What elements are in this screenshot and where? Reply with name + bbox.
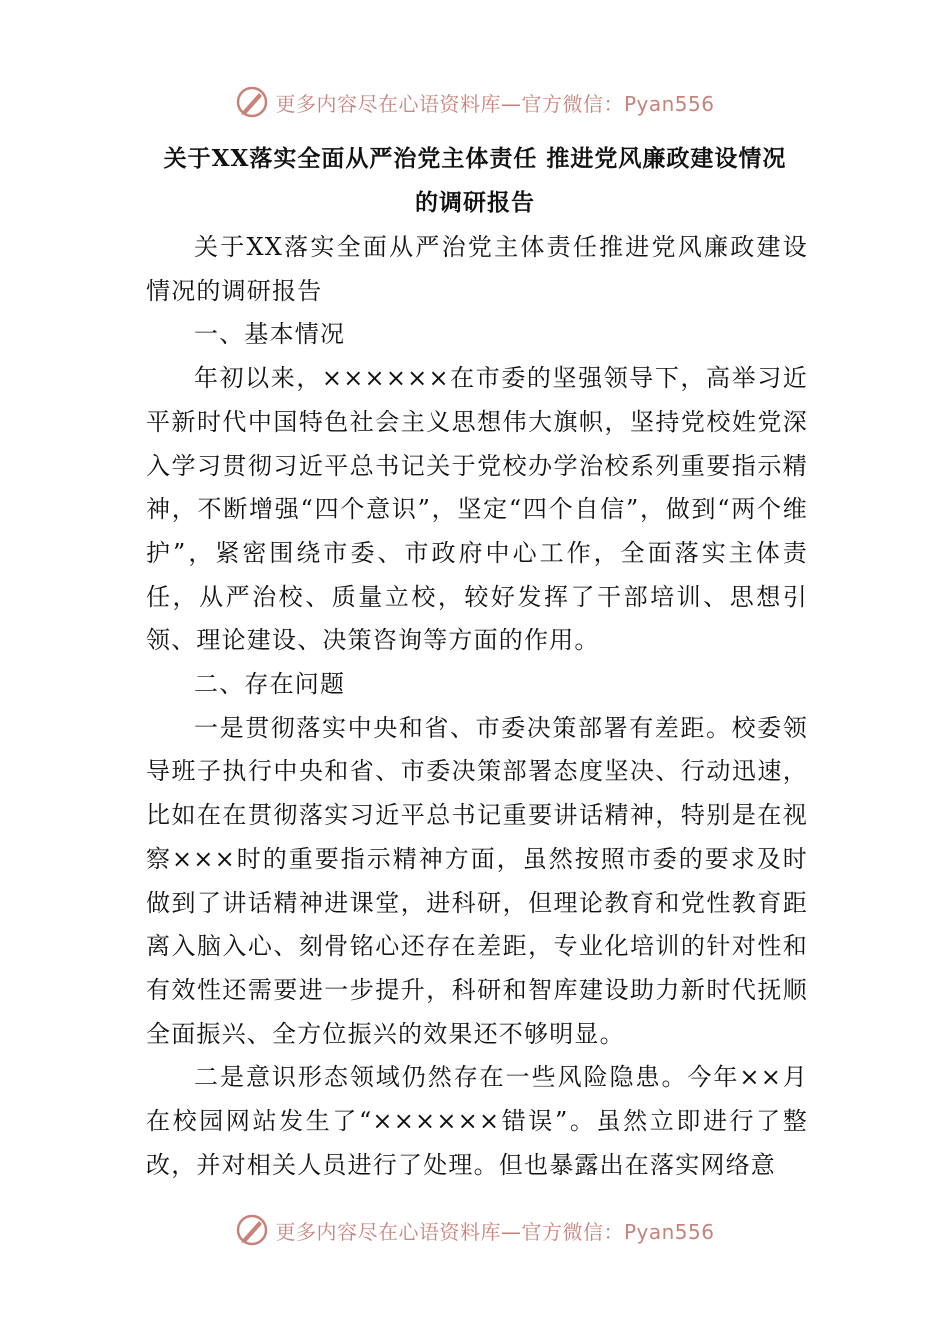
pen-logo-icon	[235, 85, 269, 119]
section-heading-problems: 二、存在问题	[194, 670, 346, 699]
problems-paragraph-2: 二是意识形态领域仍然存在一些风险隐患。今年××月在校园网站发生了“××××××错误”。虽然立即进行了整改，并对相关人员进行了处理。但也暴露出在落实网络意	[146, 1063, 809, 1179]
pen-logo-icon	[235, 1213, 269, 1247]
document-body	[146, 226, 808, 1187]
watermark-text: 更多内容尽在心语资料库—官方微信：Pyan556	[275, 91, 715, 116]
report-subtitle: 关于XX落实全面从严治党主体责任推进党风廉政建设情况的调研报告	[146, 233, 808, 305]
watermark-footer	[0, 1210, 950, 1250]
basic-situation-paragraph: 年初以来，××××××在市委的坚强领导下，高举习近平新时代中国特色社会主义思想伟大旗帜，坚持党校姓党深入学习贯彻习近平总书记关于党校办学治校系列重要指示精神，不断增强“四个意识”，坚定“四个自信”，做到“两个维护”，紧密围绕市委、市政府中心工作，全面落实主体责任，从严治校、质量立校，较好发挥了干部培训、思想引领、理论建设、决策咨询等方面的作用。	[146, 364, 808, 655]
watermark-text: 更多内容尽在心语资料库—官方微信：Pyan556	[275, 1219, 715, 1244]
document-title-line-1: 关于XX落实全面从严治党主体责任 推进党风廉政建设情况	[163, 145, 787, 172]
document-title-line-2: 的调研报告	[415, 189, 535, 216]
section-heading-basic-situation: 一、基本情况	[194, 320, 346, 349]
problems-paragraph-1: 一是贯彻落实中央和省、市委决策部署有差距。校委领导班子执行中央和省、市委决策部署态度坚决、行动迅速，比如在在贯彻落实习近平总书记重要讲话精神，特别是在视察×××时的重要指示精神方面，虽然按照市委的要求及时做到了讲话精神进课堂，进科研，但理论教育和党性教育距离入脑入心、刻骨铭心还存在差距，专业化培训的针对性和有效性还需要进一步提升，科研和智库建设助力新时代抚顺全面振兴、全方位振兴的效果还不够明显。	[146, 713, 808, 1048]
watermark-header	[0, 82, 950, 122]
